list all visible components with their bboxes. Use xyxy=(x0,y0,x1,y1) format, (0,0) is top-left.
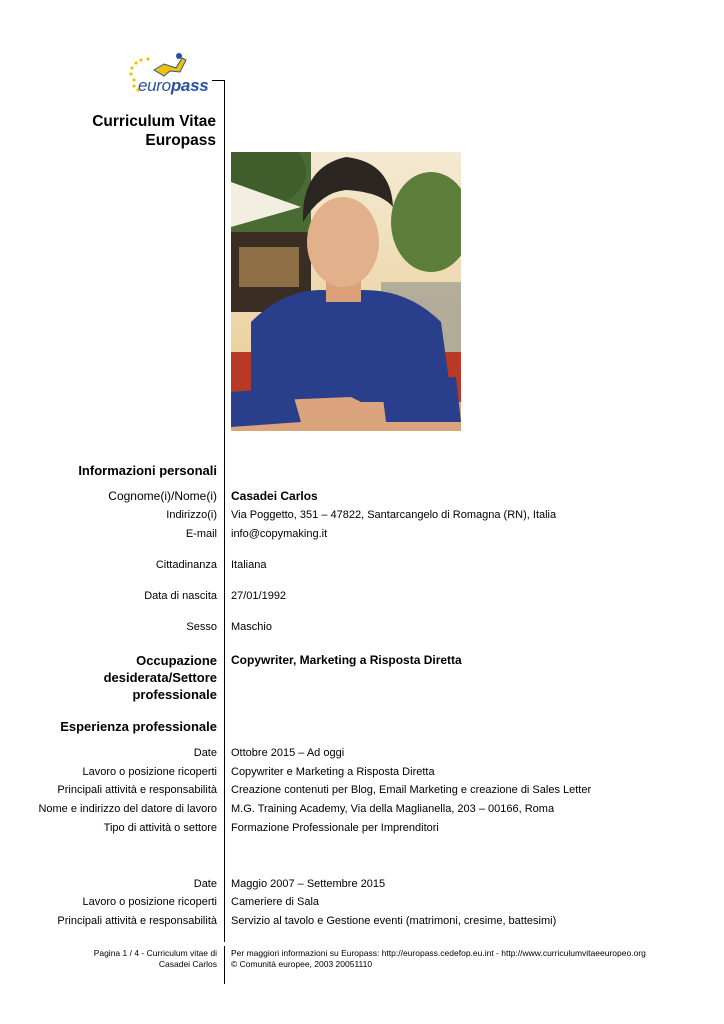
exp2-role-value: Cameriere di Sala xyxy=(231,896,320,908)
address-value: Via Poggetto, 351 – 47822, Santarcangelo di Romagna (RN), Italia xyxy=(231,509,557,521)
exp2-role-label: Lavoro o posizione ricoperti xyxy=(82,896,217,908)
occupation-value: Copywriter, Marketing a Risposta Diretta xyxy=(231,653,462,667)
footer-page-line2: Casadei Carlos xyxy=(158,959,217,969)
exp1-employer-value: M.G. Training Academy, Via della Maglianella, 203 – 00166, Roma xyxy=(231,803,555,815)
occupation-heading-line3: professionale xyxy=(132,687,217,702)
footer-divider xyxy=(224,946,225,984)
exp1-employer-label: Nome e indirizzo del datore di lavoro xyxy=(38,803,217,815)
cv-title-line1: Curriculum Vitae xyxy=(92,113,216,130)
citizenship-label: Cittadinanza xyxy=(155,559,217,571)
sex-label: Sesso xyxy=(186,621,217,633)
cv-title xyxy=(92,112,216,150)
exp1-sector-label: Tipo di attività o settore xyxy=(103,822,217,834)
logo-text-euro: euro xyxy=(138,76,171,95)
exp1-date-value: Ottobre 2015 – Ad oggi xyxy=(231,747,345,759)
footer-europass-info xyxy=(231,948,646,970)
name-value: Casadei Carlos xyxy=(231,489,318,503)
exp1-date-label: Date xyxy=(193,747,217,759)
vertical-divider xyxy=(224,80,225,942)
exp2-date-value: Maggio 2007 – Settembre 2015 xyxy=(231,878,386,890)
occupation-heading-line1: Occupazione xyxy=(136,653,217,668)
section-occupation xyxy=(104,652,217,703)
exp1-duties-value: Creazione contenuti per Blog, Email Marketing e creazione di Sales Letter xyxy=(231,784,592,796)
section-experience: Esperienza professionale xyxy=(60,719,217,734)
logo-text-pass: pass xyxy=(170,76,209,95)
exp2-date-label: Date xyxy=(193,878,217,890)
footer-info-line2: © Comunità europee, 2003 20051110 xyxy=(231,959,373,969)
exp1-duties-label: Principali attività e responsabilità xyxy=(57,784,217,796)
occupation-heading-line2: desiderata/Settore xyxy=(103,670,217,685)
profile-photo xyxy=(231,152,461,431)
address-label: Indirizzo(i) xyxy=(166,509,217,521)
birth-label: Data di nascita xyxy=(144,590,217,602)
citizenship-value: Italiana xyxy=(231,559,267,571)
footer-page-info xyxy=(94,948,217,970)
exp2-duties-value: Servizio al tavolo e Gestione eventi (matrimoni, cresime, battesimi) xyxy=(231,915,557,927)
footer-page-line1: Pagina 1 / 4 - Curriculum vitae di xyxy=(93,948,217,958)
email-label: E-mail xyxy=(185,528,217,540)
exp1-role-value: Copywriter e Marketing a Risposta Diretta xyxy=(231,766,435,778)
email-value[interactable]: info@copymaking.it xyxy=(231,528,328,540)
name-label: Cognome(i)/Nome(i) xyxy=(108,489,217,503)
section-personal-info: Informazioni personali xyxy=(78,463,217,478)
footer-info-line1: Per maggiori informazioni su Europass: http://europass.cedefop.eu.int - http://www.curriculumvitaeeuropeo.org xyxy=(231,948,646,958)
sex-value: Maschio xyxy=(231,621,272,633)
birth-value: 27/01/1992 xyxy=(231,590,287,602)
europass-logo xyxy=(124,50,214,100)
exp1-role-label: Lavoro o posizione ricoperti xyxy=(82,766,217,778)
exp1-sector-value: Formazione Professionale per Imprenditori xyxy=(231,822,439,834)
cv-title-line2: Europass xyxy=(145,132,216,149)
exp2-duties-label: Principali attività e responsabilità xyxy=(57,915,217,927)
